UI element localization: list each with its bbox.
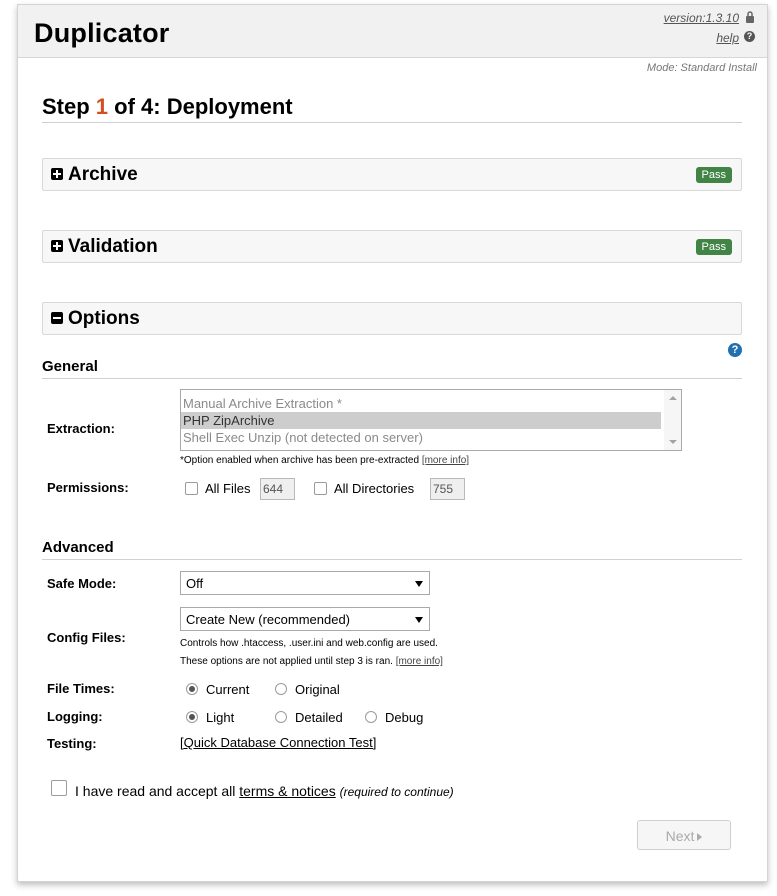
logging-detailed-radio[interactable] <box>275 711 287 723</box>
next-button[interactable]: Next <box>637 820 731 850</box>
config-files-note-1: Controls how .htaccess, .user.ini and web.config are used. <box>180 638 438 649</box>
archive-panel-header[interactable] <box>42 158 742 191</box>
logging-debug-radio[interactable] <box>365 711 377 723</box>
file-times-original-radio[interactable] <box>275 683 287 695</box>
safe-mode-select[interactable] <box>180 571 430 595</box>
logging-light-label: Light <box>206 710 235 725</box>
config-more-info-link[interactable]: [more info] <box>395 656 443 667</box>
validation-status-badge: Pass <box>696 239 732 255</box>
safe-mode-value: Off <box>186 576 204 591</box>
extraction-listbox[interactable] <box>180 389 682 451</box>
advanced-section-title: Advanced <box>42 539 114 556</box>
advanced-divider <box>42 559 742 560</box>
scroll-down-icon[interactable] <box>669 440 677 444</box>
general-section-title: General <box>42 358 98 375</box>
plus-square-icon <box>51 168 63 180</box>
general-divider <box>42 378 742 379</box>
config-files-value: Create New (recommended) <box>186 612 351 627</box>
file-times-current-radio[interactable] <box>186 683 198 695</box>
options-panel-title: Options <box>68 308 140 329</box>
options-panel-header[interactable] <box>42 302 742 335</box>
installer-window <box>17 4 768 882</box>
files-permission-input[interactable]: 644 <box>260 478 295 500</box>
accept-terms-text: I have read and accept all terms & notices (required to continue) <box>75 783 454 799</box>
all-files-label: All Files <box>205 481 251 496</box>
scroll-up-icon[interactable] <box>669 396 677 400</box>
terms-link[interactable]: terms & notices <box>239 783 336 799</box>
chevron-down-icon <box>415 617 423 623</box>
listbox-scrollbar[interactable] <box>664 390 681 450</box>
config-files-select[interactable] <box>180 607 430 631</box>
extraction-more-info-link[interactable]: [more info] <box>421 455 470 466</box>
app-title: Duplicator <box>34 18 170 48</box>
lock-icon <box>745 11 755 23</box>
question-icon[interactable]: ? <box>744 31 755 42</box>
caret-right-icon <box>697 833 702 841</box>
testing-label: Testing: <box>47 736 97 751</box>
validation-panel-title: Validation <box>68 236 158 257</box>
header-bar <box>18 5 767 58</box>
title-divider <box>42 122 742 123</box>
archive-status-badge: Pass <box>696 167 732 183</box>
version-link[interactable]: version:1.3.10 <box>663 11 739 25</box>
chevron-down-icon <box>415 581 423 587</box>
extraction-option-ziparchive[interactable]: PHP ZipArchive <box>181 412 661 429</box>
extraction-note: *Option enabled when archive has been pre-extracted [more info] <box>180 455 470 466</box>
question-circle-icon[interactable]: ? <box>728 343 742 357</box>
extraction-label: Extraction: <box>47 421 115 436</box>
page-title: Step 1 of 4: Deployment <box>42 94 293 119</box>
all-files-checkbox[interactable] <box>185 482 198 495</box>
extraction-option-shellexec[interactable]: Shell Exec Unzip (not detected on server) <box>183 430 423 445</box>
all-directories-label: All Directories <box>334 481 415 496</box>
safe-mode-label: Safe Mode: <box>47 576 117 591</box>
validation-panel-header[interactable] <box>42 230 742 263</box>
directories-permission-input[interactable]: 755 <box>430 478 465 500</box>
logging-label: Logging: <box>47 709 103 724</box>
minus-square-icon <box>51 312 63 324</box>
logging-detailed-label: Detailed <box>295 710 343 725</box>
extraction-option-manual[interactable]: Manual Archive Extraction * <box>183 396 342 411</box>
config-files-label: Config Files: <box>47 630 126 645</box>
config-files-note-2: These options are not applied until step 3 is ran. [more info] <box>180 656 443 667</box>
file-times-original-label: Original <box>295 682 340 697</box>
install-mode: Mode: Standard Install <box>646 62 757 74</box>
archive-panel-title: Archive <box>68 164 138 185</box>
permissions-label: Permissions: <box>47 480 129 495</box>
all-directories-checkbox[interactable] <box>314 482 327 495</box>
help-link[interactable]: help <box>716 31 739 45</box>
logging-light-radio[interactable] <box>186 711 198 723</box>
accept-terms-checkbox[interactable] <box>51 780 67 796</box>
logging-debug-label: Debug <box>385 710 424 725</box>
plus-square-icon <box>51 240 63 252</box>
file-times-current-label: Current <box>206 682 250 697</box>
file-times-label: File Times: <box>47 681 115 696</box>
db-connection-test-link[interactable]: [Quick Database Connection Test] <box>180 735 377 750</box>
